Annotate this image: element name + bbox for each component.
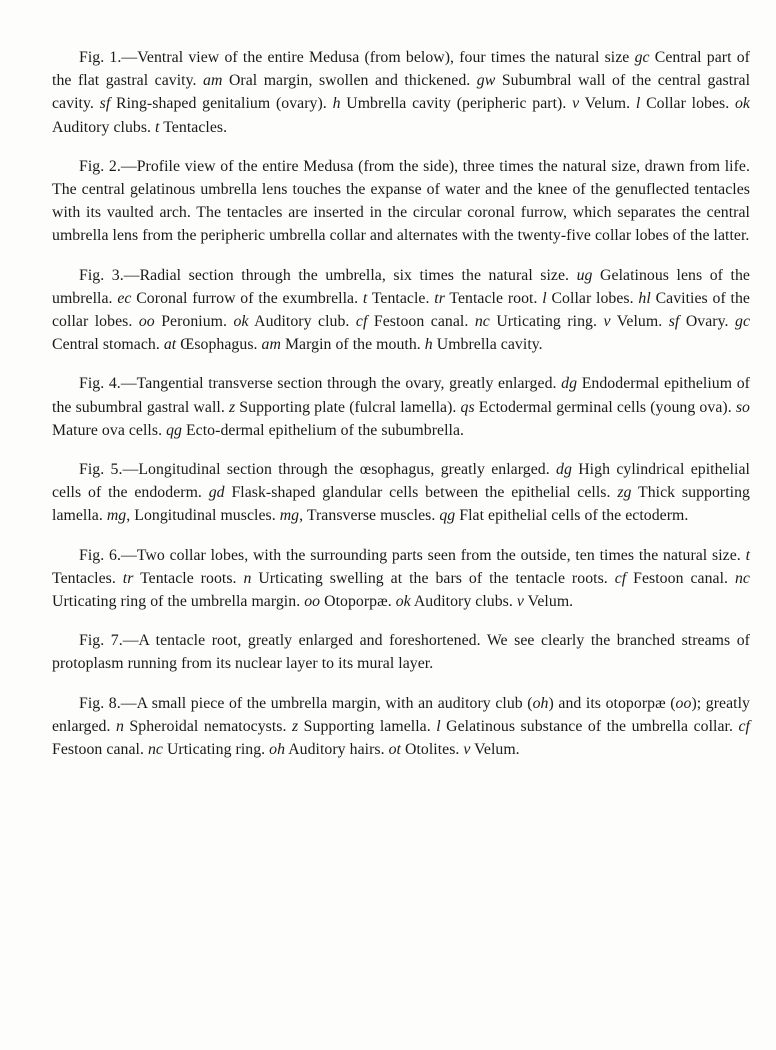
abbreviation: l (635, 95, 641, 113)
caption-text: Urticating swelling at the bars of the tentacle roots. (251, 569, 615, 587)
caption-text: —Ventral view of the entire Medusa (from below), four times the natural size (121, 49, 635, 66)
abbreviation: v (516, 593, 524, 611)
abbreviation: nc (474, 313, 490, 331)
caption-text: , Transverse muscles. (299, 507, 440, 525)
caption-text: Ring-shaped genitalium (ovary). (110, 95, 333, 113)
caption-text: Gelatinous substance of the umbrella collar. (440, 717, 739, 735)
abbreviation: so (735, 398, 750, 416)
caption-text: Urticating ring. (489, 313, 604, 331)
abbreviation: gd (208, 484, 225, 502)
caption-text: —Tangential transverse section through the ovary, greatly enlarged. (120, 375, 562, 393)
caption-text: Urticating ring. (162, 741, 270, 759)
figure-label: Fig. 1. (79, 49, 122, 66)
caption-text: Coronal furrow of the exumbrella. (131, 289, 363, 307)
caption-text: Central stomach. (52, 336, 164, 354)
abbreviation: ok (395, 593, 411, 611)
abbreviation: v (463, 741, 471, 759)
abbreviation: gc (735, 313, 751, 331)
caption-text: Thick supporting lamella. (52, 484, 751, 525)
abbreviation: at (163, 336, 177, 354)
caption-text: Flat epithelial cells of the ectoderm. (455, 507, 689, 525)
caption-text: High cylindrical epithelial cells of the endoderm. (52, 461, 750, 502)
caption-text: Auditory club. (248, 313, 356, 331)
abbreviation: mg (106, 507, 127, 525)
figure-caption-4 (52, 372, 750, 442)
caption-text: Ovary. (679, 313, 735, 331)
abbreviation: v (603, 313, 611, 331)
abbreviation: l (542, 289, 547, 307)
figure-caption-3 (52, 264, 750, 357)
caption-text: Endodermal epithelium of the subumbral gastral wall. (52, 375, 750, 416)
abbreviation: t (362, 289, 368, 307)
caption-text: ); greatly enlarged. (52, 694, 750, 735)
figure-caption-1 (52, 46, 750, 139)
abbreviation: z (291, 717, 299, 735)
abbreviation: oh (269, 741, 286, 759)
caption-text: Festoon canal. (52, 741, 148, 759)
abbreviation: oo (304, 593, 321, 611)
abbreviation: ok (233, 313, 249, 331)
figure-caption-7 (52, 629, 750, 675)
caption-text: —Radial section through the umbrella, six times the natural size. (123, 266, 577, 284)
caption-text: Tentacle. (367, 289, 435, 307)
figure-caption-6 (52, 544, 750, 614)
caption-text: Subumbral wall of the central gastral cavity. (52, 72, 751, 113)
caption-text: Otolites. (400, 741, 464, 759)
abbreviation: ok (734, 95, 750, 113)
abbreviation: ot (388, 741, 401, 759)
caption-text: , Longitudinal muscles. (126, 507, 280, 525)
caption-text: Ectodermal germinal cells (young ova). (474, 398, 736, 416)
abbreviation: v (572, 95, 580, 113)
caption-text: ) and its otoporpæ ( (548, 694, 676, 712)
abbreviation: n (115, 717, 124, 735)
abbreviation: sf (99, 95, 111, 113)
abbreviation: oh (532, 694, 549, 712)
abbreviation: cf (355, 313, 368, 331)
caption-text: —Profile view of the entire Medusa (from the side), three times the natural size, drawn from life. The central gelatinous umbrella lens touches the expanse of water and the knee of the genuflected tentacles with its vaulted arch. The tentacles are inserted in the circular coronal furrow, which separates the central umbrella lens from the peripheric umbrella collar and alternates with the twenty-five collar lobes of the latter. (52, 157, 750, 245)
abbreviation: qg (439, 507, 456, 525)
abbreviation: ug (576, 266, 593, 284)
abbreviation: dg (561, 375, 578, 393)
caption-text: Auditory clubs. (52, 118, 156, 136)
caption-text: Tentacle root. (444, 289, 543, 307)
figure-label: Fig. 8. (79, 694, 121, 712)
abbreviation: cf (614, 569, 627, 587)
caption-text: Auditory hairs. (285, 741, 389, 759)
caption-text: Supporting plate (fulcral lamella). (235, 398, 461, 416)
caption-text: Central part of the flat gastral cavity. (52, 49, 750, 90)
abbreviation: t (745, 546, 751, 564)
abbreviation: ec (117, 289, 132, 307)
caption-text: Velum. (579, 95, 636, 113)
abbreviation: t (155, 118, 160, 136)
abbreviation: gc (634, 49, 650, 66)
caption-text: Festoon canal. (367, 313, 475, 331)
abbreviation: am (261, 336, 281, 354)
caption-text: Flask-shaped glandular cells between the epithelial cells. (224, 484, 618, 502)
figure-captions (52, 46, 750, 761)
abbreviation: nc (147, 741, 163, 759)
figure-caption-8 (52, 692, 750, 762)
abbreviation: dg (556, 461, 572, 479)
abbreviation: l (436, 717, 441, 735)
abbreviation: gw (476, 72, 496, 90)
caption-text: Cavities of the collar lobes. (52, 289, 750, 331)
figure-label: Fig. 3. (79, 266, 124, 284)
abbreviation: mg (279, 507, 300, 525)
abbreviation: oo (138, 313, 155, 331)
caption-text: Collar lobes. (546, 289, 639, 307)
abbreviation: qg (166, 421, 182, 439)
caption-text: Tentacles. (159, 118, 228, 136)
caption-text: Velum. (523, 593, 574, 611)
caption-text: Auditory clubs. (410, 593, 517, 611)
caption-text: Margin of the mouth. (280, 336, 425, 354)
caption-text: Otoporpæ. (320, 593, 396, 611)
figure-label: Fig. 2. (79, 157, 121, 175)
caption-text: Velum. (610, 313, 669, 331)
figure-label: Fig. 4. (79, 375, 121, 393)
caption-text: Ecto-dermal epithelium of the subumbrella. (181, 421, 465, 439)
caption-text: Tentacles. (52, 569, 123, 587)
figure-label: Fig. 6. (79, 546, 121, 564)
caption-text: Œsophagus. (176, 336, 262, 354)
caption-text: Tentacle roots. (133, 569, 244, 587)
abbreviation: n (243, 569, 252, 587)
abbreviation: am (203, 72, 223, 90)
caption-text: —A tentacle root, greatly enlarged and foreshortened. We see clearly the branched streams of protoplasm running from its nuclear layer to its mural layer. (52, 632, 750, 673)
abbreviation: h (332, 95, 341, 113)
figure-label: Fig. 5. (79, 461, 123, 479)
caption-text: Mature ova cells. (52, 421, 167, 439)
caption-text: Velum. (470, 741, 520, 759)
caption-text: Supporting lamella. (298, 717, 437, 735)
abbreviation: nc (734, 569, 750, 587)
caption-text: —Longitudinal section through the œsophagus, greatly enlarged. (122, 461, 557, 479)
caption-text: —Two collar lobes, with the surrounding parts seen from the outside, ten times the natural size. (120, 546, 746, 564)
abbreviation: tr (434, 289, 445, 307)
caption-text: Umbrella cavity. (432, 336, 543, 354)
figure-caption-5 (52, 458, 750, 528)
abbreviation: z (228, 398, 236, 416)
caption-text: Spheroidal nematocysts. (123, 717, 292, 735)
abbreviation: zg (617, 484, 632, 502)
figure-label: Fig. 7. (79, 632, 123, 650)
caption-text: Peronium. (154, 313, 234, 331)
abbreviation: qs (460, 398, 475, 416)
caption-text: Gelatinous lens of the umbrella. (52, 266, 750, 307)
abbreviation: hl (638, 289, 651, 307)
caption-text: Urticating ring of the umbrella margin. (52, 593, 305, 611)
caption-text: —A small piece of the umbrella margin, with an auditory club ( (120, 694, 533, 712)
caption-text: Collar lobes. (640, 95, 735, 113)
abbreviation: oo (675, 694, 692, 712)
abbreviation: cf (738, 717, 750, 735)
abbreviation: h (424, 336, 433, 354)
figure-caption-2 (52, 155, 750, 248)
caption-text: Oral margin, swollen and thickened. (222, 72, 477, 90)
abbreviation: tr (122, 569, 134, 587)
caption-text: Festoon canal. (626, 569, 735, 587)
abbreviation: sf (668, 313, 680, 331)
caption-text: Umbrella cavity (peripheric part). (340, 95, 573, 113)
